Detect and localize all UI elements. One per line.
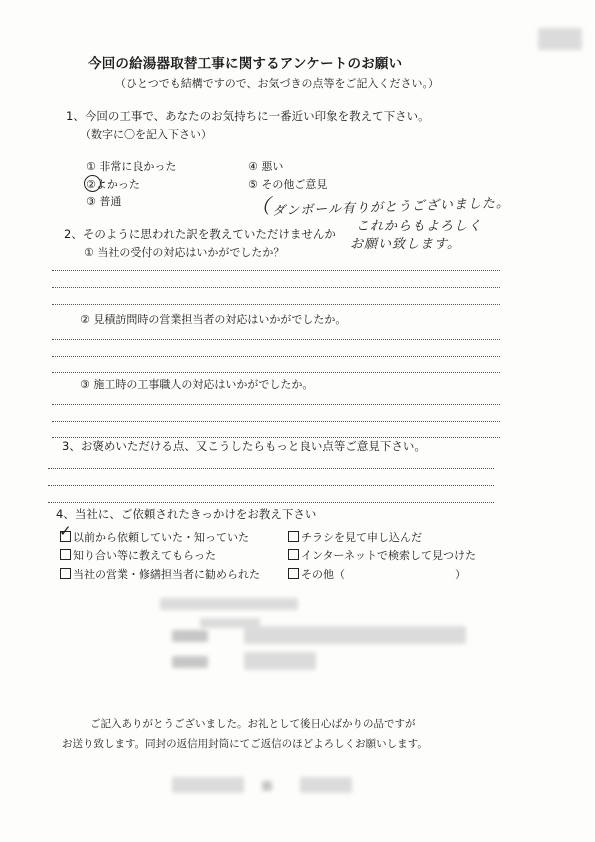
question-2-sub-3: ③ 施工時の工事職人の対応はいかがでしたか。 [80,378,314,391]
checkbox[interactable] [60,549,71,560]
q4-option-flyer[interactable] [288,529,422,545]
question-4: 4、当社に、ご依頼されたきっかけをお教え下さい [56,507,317,521]
q1-option-1[interactable]: ① 非常に良かった [86,160,177,173]
page-title: 今回の給湯器取替工事に関するアンケートのお願い [88,56,403,72]
redacted-phone-field [244,652,316,670]
q4-option-label: インターネットで検索して見つけた [301,549,477,562]
selected-circle-mark [84,175,101,192]
redacted-label [172,656,208,668]
answer-line[interactable] [48,502,494,503]
redacted-corner-mark [538,28,582,50]
q4-option-label: 知り合い等に教えてもらった [73,549,216,562]
q4-option-label: 以前から依頼していた・知っていた [73,531,249,544]
redacted-address [160,598,298,610]
answer-line[interactable] [52,270,500,271]
page-subtitle: （ひとつでも結構ですので、お気づきの点等をご記入ください。） [115,77,440,90]
checkbox[interactable] [288,549,299,560]
question-2-sub-2: ② 見積訪問時の営業担当者の対応はいかがでしたか。 [80,313,347,326]
question-1: 1、今回の工事で、あなたのお気持ちに一番近い印象を教えて下さい。 [66,109,430,123]
answer-line[interactable] [52,404,500,405]
q1-option-5[interactable]: ⑤ その他ご意見 [248,178,328,191]
answer-line[interactable] [52,287,500,288]
handwritten-paren: （ [250,194,271,218]
checkbox[interactable] [60,568,71,579]
question-2-sub-1: ① 当社の受付の対応はいかがでしたか？ [84,246,285,259]
q1-option-4[interactable]: ④ 悪い [248,160,284,173]
answer-line[interactable] [52,356,500,357]
q4-option-acquaintance[interactable] [60,547,216,563]
q4-option-internet[interactable] [288,547,476,563]
redacted-company-name [300,777,352,793]
answer-line[interactable] [48,485,494,486]
q4-option-previous[interactable] [60,529,249,545]
answer-line[interactable] [52,372,500,373]
redacted-company-mark [262,781,272,791]
q1-option-2[interactable]: ②よかった [86,178,140,191]
q4-option-label: チラシを見て申し込んだ [301,531,422,544]
answer-line[interactable] [52,339,500,340]
redacted-company-name [172,777,244,793]
handwritten-comment-line-2: これからもよろしく [356,219,483,234]
footer-thanks-line-1: ご記入ありがとうございました。お礼として後日心ばかりの品ですが [90,718,416,730]
question-3: 3、お褒めいただける点、又こうしたらもっと良い点等ご意見下さい。 [62,439,426,453]
answer-line[interactable] [52,421,500,422]
handwritten-comment-line-1: ダンボール有りがとうございました。 [271,195,511,220]
q4-option-sales-staff[interactable] [60,566,260,582]
redacted-name-field [244,626,466,644]
redacted-label [172,630,208,642]
checkbox[interactable] [288,531,299,542]
q4-option-label: その他（ ） [301,568,466,581]
q4-option-label: 当社の営業・修繕担当者に勧められた [73,568,260,581]
q4-option-other[interactable] [288,566,466,582]
answer-line[interactable] [48,468,494,469]
checkbox[interactable] [288,568,299,579]
handwritten-comment-line-3: お願い致します。 [350,237,461,252]
question-2: 2、そのように思われた訳を教えていただけませんか [64,227,336,241]
check-mark: ✓ [59,522,72,540]
q1-option-3[interactable]: ③ 普通 [86,195,122,208]
footer-thanks-line-2: お送り致します。同封の返信用封筒にてご返信のほどよろしくお願いします。 [62,738,428,750]
question-1-note: （数字に〇を記入下さい） [80,128,212,141]
answer-line[interactable] [52,304,500,305]
